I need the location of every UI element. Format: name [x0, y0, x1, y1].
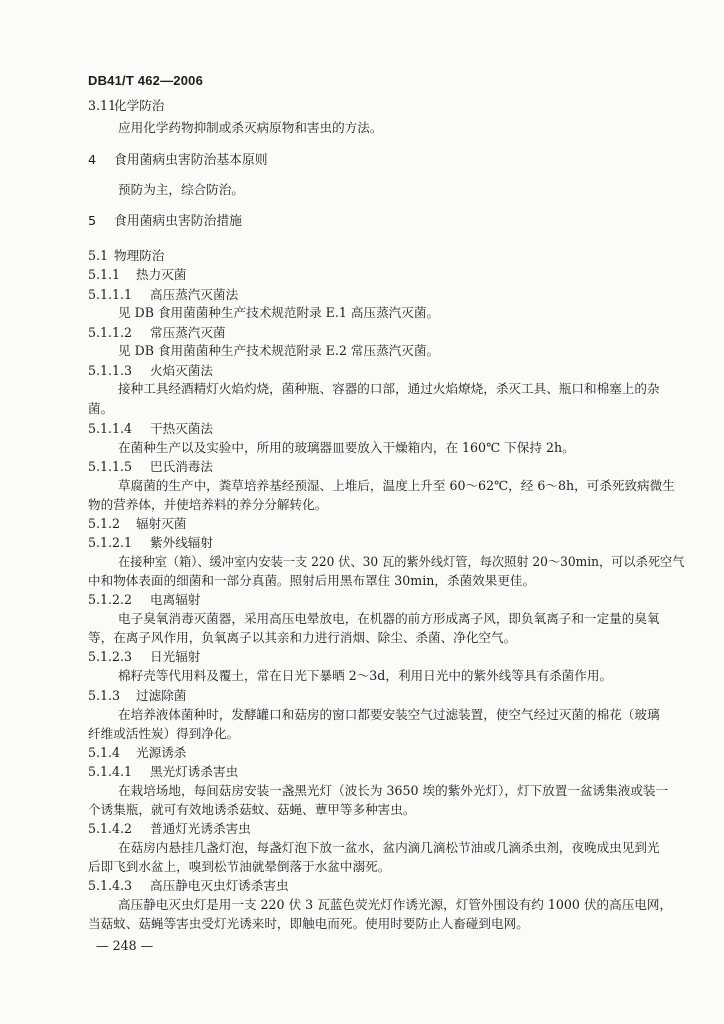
- document-standard-number: DB41/T 462—2006: [88, 73, 204, 88]
- paragraph-line: 个诱集瓶，就可有效地诱杀菇蚊、菇蝇、蕈甲等多种害虫。: [88, 802, 416, 817]
- paragraph-line: 见 DB 食用菌菌种生产技术规范附录 E.2 常压蒸汽灭菌。: [118, 343, 440, 358]
- clause-number: 5.1.4: [88, 745, 121, 760]
- clause-5-1-1-5-heading: [88, 459, 213, 475]
- clause-title: 辐射灭菌: [136, 516, 187, 531]
- paragraph-line: 在菌种生产以及实验中，所用的玻璃器皿要放入干燥箱内，在 160℃ 下保持 2h。: [118, 440, 575, 455]
- clause-5-1-2-3-heading: [88, 649, 200, 665]
- paragraph-line: 接种工具经酒精灯火焰灼烧，菌种瓶、容器的口部，通过火焰燎烧，杀灭工具、瓶口和棉塞上的杂: [118, 381, 660, 396]
- paragraph-line: 高压静电灭虫灯是用一支 220 伏 3 瓦蓝色荧光灯作诱光源，灯管外围设有约 1000 伏的高压电网，: [118, 897, 673, 912]
- clause-5-1-1-4-heading: [88, 421, 213, 437]
- clause-number: 5.1.2.3: [88, 649, 133, 664]
- clause-title: 黑光灯诱杀害虫: [150, 764, 239, 779]
- clause-5-1-4-heading: [88, 745, 186, 761]
- paragraph-line: 在接种室（箱）、缓冲室内安装一支 220 伏、30 瓦的紫外线灯管，每次照射 20～30min，可以杀死空气: [118, 554, 685, 569]
- clause-title: 过滤除菌: [136, 688, 187, 703]
- clause-5-1-2-heading: [88, 516, 186, 532]
- section-title: 食用菌病虫害防治基本原则: [114, 153, 268, 168]
- clause-number: 5.1.4.1: [88, 764, 133, 779]
- clause-title: 电离辐射: [150, 592, 201, 607]
- clause-title: 热力灭菌: [136, 267, 187, 282]
- paragraph-line: 棉籽壳等代用料及覆土，常在日光下暴晒 2～3d，利用日光中的紫外线等具有杀菌作用。: [118, 668, 613, 683]
- clause-title: 高压蒸汽灭菌法: [150, 287, 239, 302]
- clause-title: 干热灭菌法: [150, 421, 213, 436]
- clause-title: 光源诱杀: [136, 745, 187, 760]
- clause-number: 5.1.2.2: [88, 592, 133, 607]
- section-title: 食用菌病虫害防治措施: [114, 214, 242, 229]
- clause-title: 巴氏消毒法: [150, 459, 213, 474]
- clause-title: 化学防治: [114, 98, 165, 113]
- clause-title: 物理防治: [114, 248, 165, 263]
- paragraph-line: 草腐菌的生产中，粪草培养基经预湿、上堆后，温度上升至 60～62℃，经 6～8h，可杀死致病微生: [118, 478, 675, 493]
- clause-title: 日光辐射: [150, 649, 201, 664]
- section-4-heading: [88, 153, 268, 169]
- clause-title: 紫外线辐射: [150, 535, 213, 550]
- clause-number: 3.11: [88, 98, 117, 113]
- paragraph-line: 在培养液体菌种时，发酵罐口和菇房的窗口都要安装空气过滤装置，使空气经过灭菌的棉花（玻璃: [118, 707, 660, 722]
- clause-5-1-2-1-heading: [88, 535, 213, 551]
- clause-title: 火焰灭菌法: [150, 363, 213, 378]
- section-number: 4: [88, 153, 97, 168]
- paragraph-line: 电子臭氧消毒灭菌器，采用高压电晕放电，在机器的前方形成离子风，即负氧离子和一定量的臭氧: [118, 611, 660, 626]
- clause-title: 普通灯光诱杀害虫: [150, 821, 251, 836]
- clause-number: 5.1.1: [88, 267, 121, 282]
- section-number: 5: [88, 214, 97, 229]
- clause-number: 5.1.4.3: [88, 878, 133, 893]
- clause-number: 5.1.4.2: [88, 821, 133, 836]
- section-5-heading: [88, 214, 242, 230]
- clause-number: 5.1.1.2: [88, 325, 133, 340]
- clause-5-1-1-3-heading: [88, 363, 213, 379]
- clause-number: 5.1.1.3: [88, 363, 133, 378]
- paragraph-line: 应用化学药物抑制或杀灭病原物和害虫的方法。: [118, 120, 383, 135]
- paragraph-line: 纤维或活性炭）得到净化。: [88, 726, 240, 741]
- clause-number: 5.1.1.5: [88, 459, 133, 474]
- paragraph-line: 后即飞到水盆上，嗅到松节油就晕倒落于水盆中溺死。: [88, 859, 391, 874]
- clause-number: 5.1.2.1: [88, 535, 133, 550]
- clause-5-1-4-3-heading: [88, 878, 289, 894]
- paragraph-line: 菌。: [88, 401, 114, 416]
- clause-5-1-1-heading: [88, 267, 186, 283]
- clause-5-1-heading: [88, 248, 164, 264]
- paragraph-line: 当菇蚊、菇蝇等害虫受灯光诱来时，即触电而死。使用时要防止人畜碰到电网。: [88, 916, 529, 931]
- clause-number: 5.1.2: [88, 516, 121, 531]
- paragraph-line: 在栽培场地，每间菇房安装一盏黑光灯（波长为 3650 埃的紫外光灯），灯下放置一盆诱集液或装一: [118, 783, 669, 798]
- clause-5-1-2-2-heading: [88, 592, 200, 608]
- clause-number: 5.1.1.1: [88, 287, 133, 302]
- paragraph-line: 物的营养体，并使培养料的养分分解转化。: [88, 497, 328, 512]
- clause-number: 5.1.3: [88, 688, 121, 703]
- clause-title: 常压蒸汽灭菌: [150, 325, 226, 340]
- paragraph-line: 中和物体表面的细菌和一部分真菌。照射后用黑布罩住 30min，杀菌效果更佳。: [88, 573, 536, 588]
- clause-5-1-1-1-heading: [88, 287, 238, 303]
- clause-title: 高压静电灭虫灯诱杀害虫: [150, 878, 289, 893]
- clause-number: 5.1.1.4: [88, 421, 133, 436]
- page-number: — 248 —: [96, 938, 154, 953]
- paragraph-line: 预防为主，综合防治。: [118, 182, 244, 197]
- clause-5-1-3-heading: [88, 688, 186, 704]
- paragraph-line: 在菇房内悬挂几盏灯泡，每盏灯泡下放一盆水，盆内滴几滴松节油或几滴杀虫剂，夜晚成虫见到光: [118, 840, 660, 855]
- clause-5-1-1-2-heading: [88, 325, 226, 341]
- paragraph-line: 见 DB 食用菌菌种生产技术规范附录 E.1 高压蒸汽灭菌。: [118, 305, 440, 320]
- clause-number: 5.1: [88, 248, 109, 263]
- clause-3-11-heading: [88, 98, 164, 114]
- clause-5-1-4-2-heading: [88, 821, 251, 837]
- clause-5-1-4-1-heading: [88, 764, 238, 780]
- paragraph-line: 等，在离子风作用，负氧离子以其亲和力进行消烟、除尘、杀菌、净化空气。: [88, 630, 517, 645]
